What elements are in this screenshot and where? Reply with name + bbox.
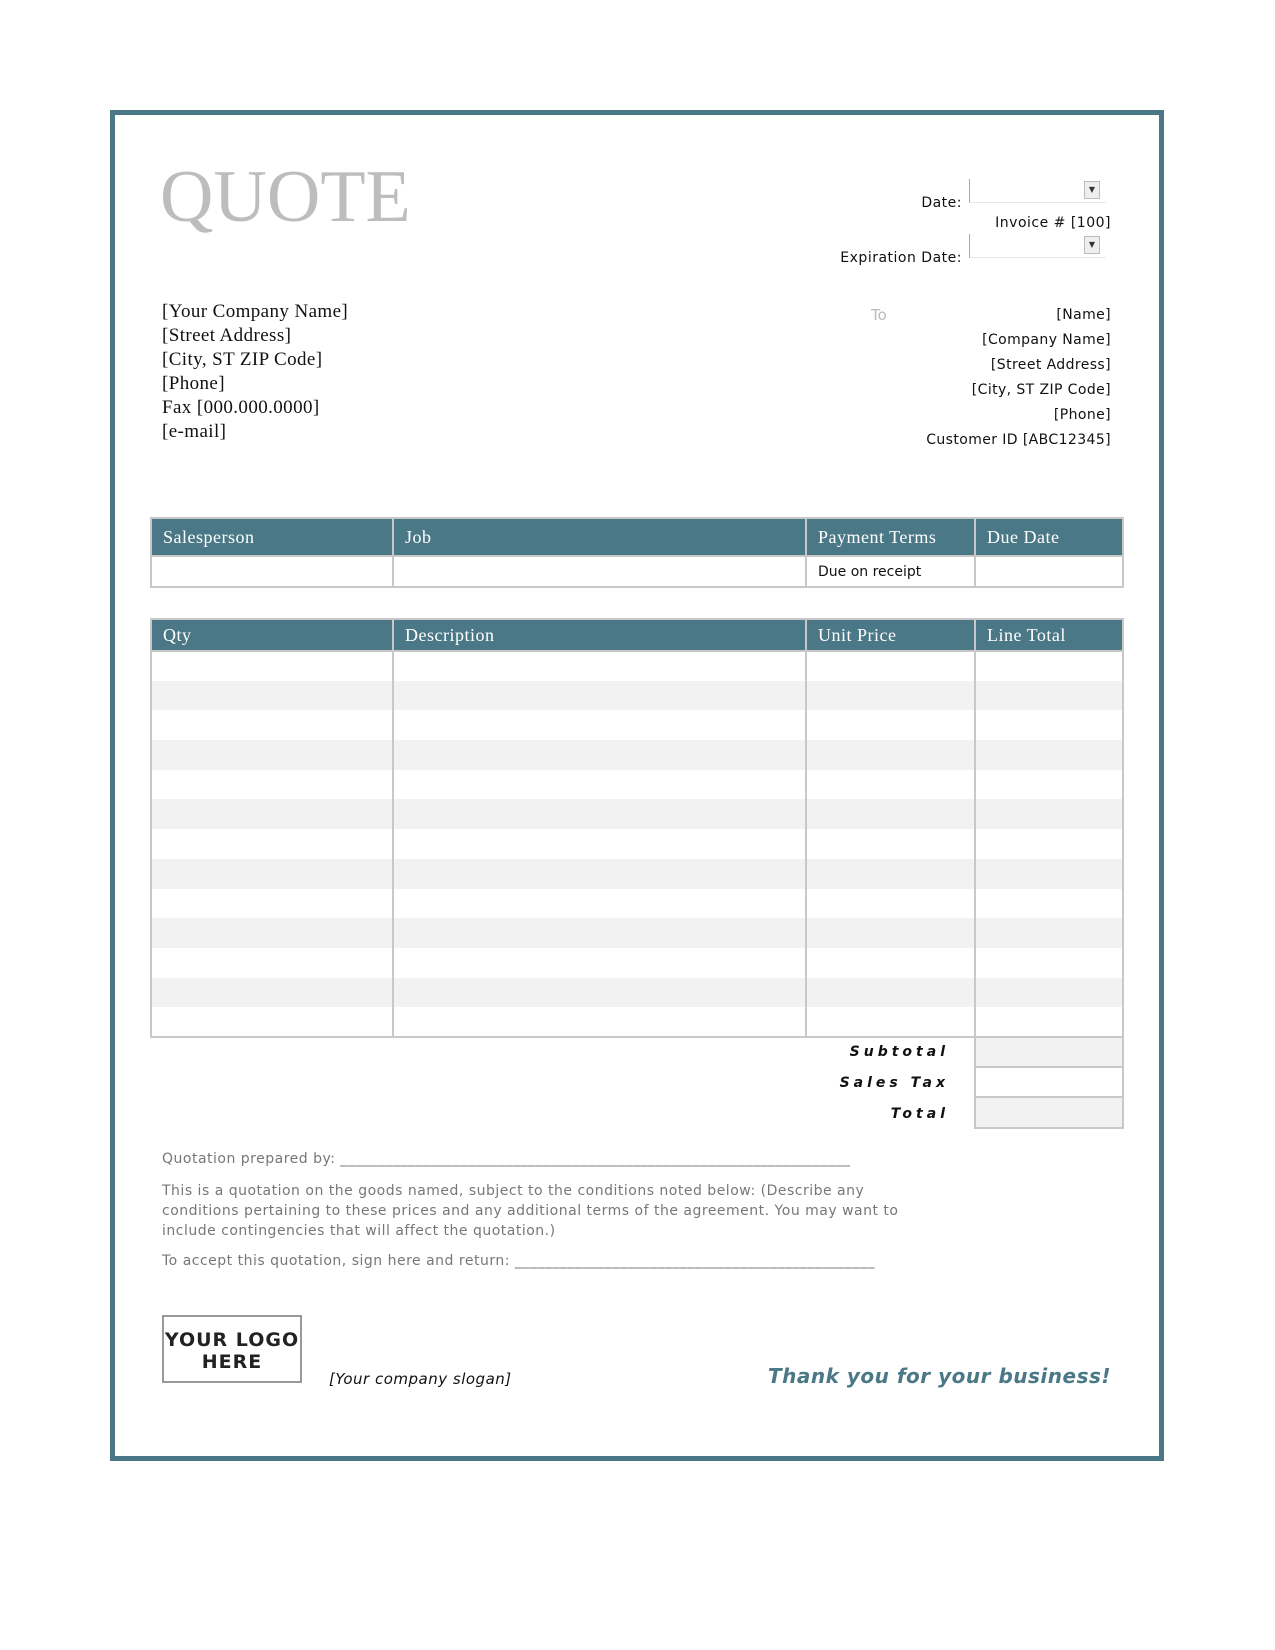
line-total-cell[interactable]	[975, 948, 1123, 978]
company-email: [e-mail]	[162, 421, 227, 442]
header-unit-price: Unit Price	[806, 619, 975, 651]
unit-price-cell[interactable]	[806, 651, 975, 681]
header-line-total: Line Total	[975, 619, 1123, 651]
line-total-cell[interactable]	[975, 799, 1123, 829]
description-cell[interactable]	[393, 799, 806, 829]
qty-cell[interactable]	[151, 770, 393, 800]
header-description: Description	[393, 619, 806, 651]
logo-text: YOUR LOGO HERE	[164, 1329, 300, 1373]
unit-price-cell[interactable]	[806, 859, 975, 889]
accept-signature-line: To accept this quotation, sign here and return: ________________________________________________	[162, 1253, 875, 1269]
description-cell[interactable]	[393, 710, 806, 740]
table-row	[151, 681, 1123, 711]
customer-id: Customer ID [ABC12345]	[926, 432, 1111, 448]
company-logo	[162, 1315, 302, 1383]
table-row	[151, 799, 1123, 829]
sales-info-table	[150, 517, 1124, 588]
qty-cell[interactable]	[151, 681, 393, 711]
expiration-date-label: Expiration Date:	[840, 250, 962, 266]
subtotal-value[interactable]	[974, 1036, 1124, 1068]
qty-cell[interactable]	[151, 948, 393, 978]
company-slogan: [Your company slogan]	[329, 1370, 512, 1388]
table-row	[151, 948, 1123, 978]
table-row	[151, 740, 1123, 770]
header-job: Job	[393, 518, 806, 556]
unit-price-cell[interactable]	[806, 770, 975, 800]
header-qty: Qty	[151, 619, 393, 651]
payment-terms-cell[interactable]: Due on receipt	[806, 556, 975, 587]
unit-price-cell[interactable]	[806, 681, 975, 711]
line-total-cell[interactable]	[975, 889, 1123, 919]
line-total-cell[interactable]	[975, 1007, 1123, 1037]
line-total-cell[interactable]	[975, 681, 1123, 711]
header-due-date: Due Date	[975, 518, 1123, 556]
header-salesperson: Salesperson	[151, 518, 393, 556]
qty-cell[interactable]	[151, 889, 393, 919]
unit-price-cell[interactable]	[806, 710, 975, 740]
line-total-cell[interactable]	[975, 829, 1123, 859]
conditions-text: This is a quotation on the goods named, subject to the conditions noted below: (Describe any conditions pertaining to these prices and any additional terms of the agreement. You may want to include contingencies that will affect the quotation.)	[162, 1183, 899, 1239]
customer-city: [City, ST ZIP Code]	[971, 382, 1111, 398]
line-total-cell[interactable]	[975, 918, 1123, 948]
to-label: To	[871, 306, 887, 324]
total-value[interactable]	[974, 1096, 1124, 1129]
customer-company: [Company Name]	[982, 332, 1111, 348]
qty-cell[interactable]	[151, 829, 393, 859]
description-cell[interactable]	[393, 681, 806, 711]
qty-cell[interactable]	[151, 1007, 393, 1037]
thank-you-message: Thank you for your business!	[767, 1364, 1111, 1388]
description-cell[interactable]	[393, 740, 806, 770]
qty-cell[interactable]	[151, 859, 393, 889]
unit-price-cell[interactable]	[806, 978, 975, 1008]
qty-cell[interactable]	[151, 651, 393, 681]
description-cell[interactable]	[393, 651, 806, 681]
unit-price-cell[interactable]	[806, 1007, 975, 1037]
table-row	[151, 651, 1123, 681]
date-label: Date:	[921, 195, 962, 211]
subtotal-label: Subtotal	[849, 1044, 949, 1060]
company-info	[162, 300, 348, 444]
table-row	[151, 889, 1123, 919]
table-row	[151, 829, 1123, 859]
company-name: [Your Company Name]	[162, 301, 349, 322]
description-cell[interactable]	[393, 829, 806, 859]
expiration-date-dropdown[interactable]	[969, 234, 1106, 258]
prepared-by-line: Quotation prepared by: ____________________________________________________________________	[162, 1151, 851, 1167]
table-row	[151, 710, 1123, 740]
table-row	[151, 1007, 1123, 1037]
company-city: [City, ST ZIP Code]	[162, 349, 323, 370]
company-phone: [Phone]	[162, 373, 225, 394]
customer-info	[926, 303, 1111, 453]
total-label: Total	[890, 1106, 949, 1122]
header-payment-terms: Payment Terms	[806, 518, 975, 556]
unit-price-cell[interactable]	[806, 948, 975, 978]
company-street: [Street Address]	[162, 325, 292, 346]
description-cell[interactable]	[393, 770, 806, 800]
line-total-cell[interactable]	[975, 978, 1123, 1008]
line-items-table	[150, 618, 1124, 1038]
description-cell[interactable]	[393, 948, 806, 978]
table-row	[151, 918, 1123, 948]
due-date-cell[interactable]	[975, 556, 1123, 587]
company-fax: Fax [000.000.0000]	[162, 397, 320, 418]
job-cell[interactable]	[393, 556, 806, 587]
customer-phone: [Phone]	[1053, 407, 1111, 423]
description-cell[interactable]	[393, 918, 806, 948]
qty-cell[interactable]	[151, 978, 393, 1008]
sales-tax-label: Sales Tax	[839, 1075, 949, 1091]
date-dropdown[interactable]	[969, 179, 1106, 203]
customer-street: [Street Address]	[990, 357, 1111, 373]
page-title: QUOTE	[160, 156, 411, 238]
table-row	[151, 978, 1123, 1008]
chevron-down-icon[interactable]: ▼	[1084, 181, 1100, 199]
table-row	[151, 770, 1123, 800]
unit-price-cell[interactable]	[806, 829, 975, 859]
salesperson-cell[interactable]	[151, 556, 393, 587]
unit-price-cell[interactable]	[806, 889, 975, 919]
table-row	[151, 556, 1123, 587]
description-cell[interactable]	[393, 1007, 806, 1037]
qty-cell[interactable]	[151, 740, 393, 770]
qty-cell[interactable]	[151, 710, 393, 740]
chevron-down-icon[interactable]: ▼	[1084, 236, 1100, 254]
description-cell[interactable]	[393, 978, 806, 1008]
line-total-cell[interactable]	[975, 770, 1123, 800]
table-row	[151, 859, 1123, 889]
description-cell[interactable]	[393, 889, 806, 919]
unit-price-cell[interactable]	[806, 799, 975, 829]
line-total-cell[interactable]	[975, 740, 1123, 770]
customer-name: [Name]	[1056, 307, 1111, 323]
line-total-cell[interactable]	[975, 710, 1123, 740]
line-total-cell[interactable]	[975, 651, 1123, 681]
qty-cell[interactable]	[151, 918, 393, 948]
description-cell[interactable]	[393, 859, 806, 889]
unit-price-cell[interactable]	[806, 918, 975, 948]
qty-cell[interactable]	[151, 799, 393, 829]
sales-tax-value[interactable]	[974, 1066, 1124, 1098]
invoice-number: Invoice # [100]	[995, 215, 1111, 231]
unit-price-cell[interactable]	[806, 740, 975, 770]
line-total-cell[interactable]	[975, 859, 1123, 889]
